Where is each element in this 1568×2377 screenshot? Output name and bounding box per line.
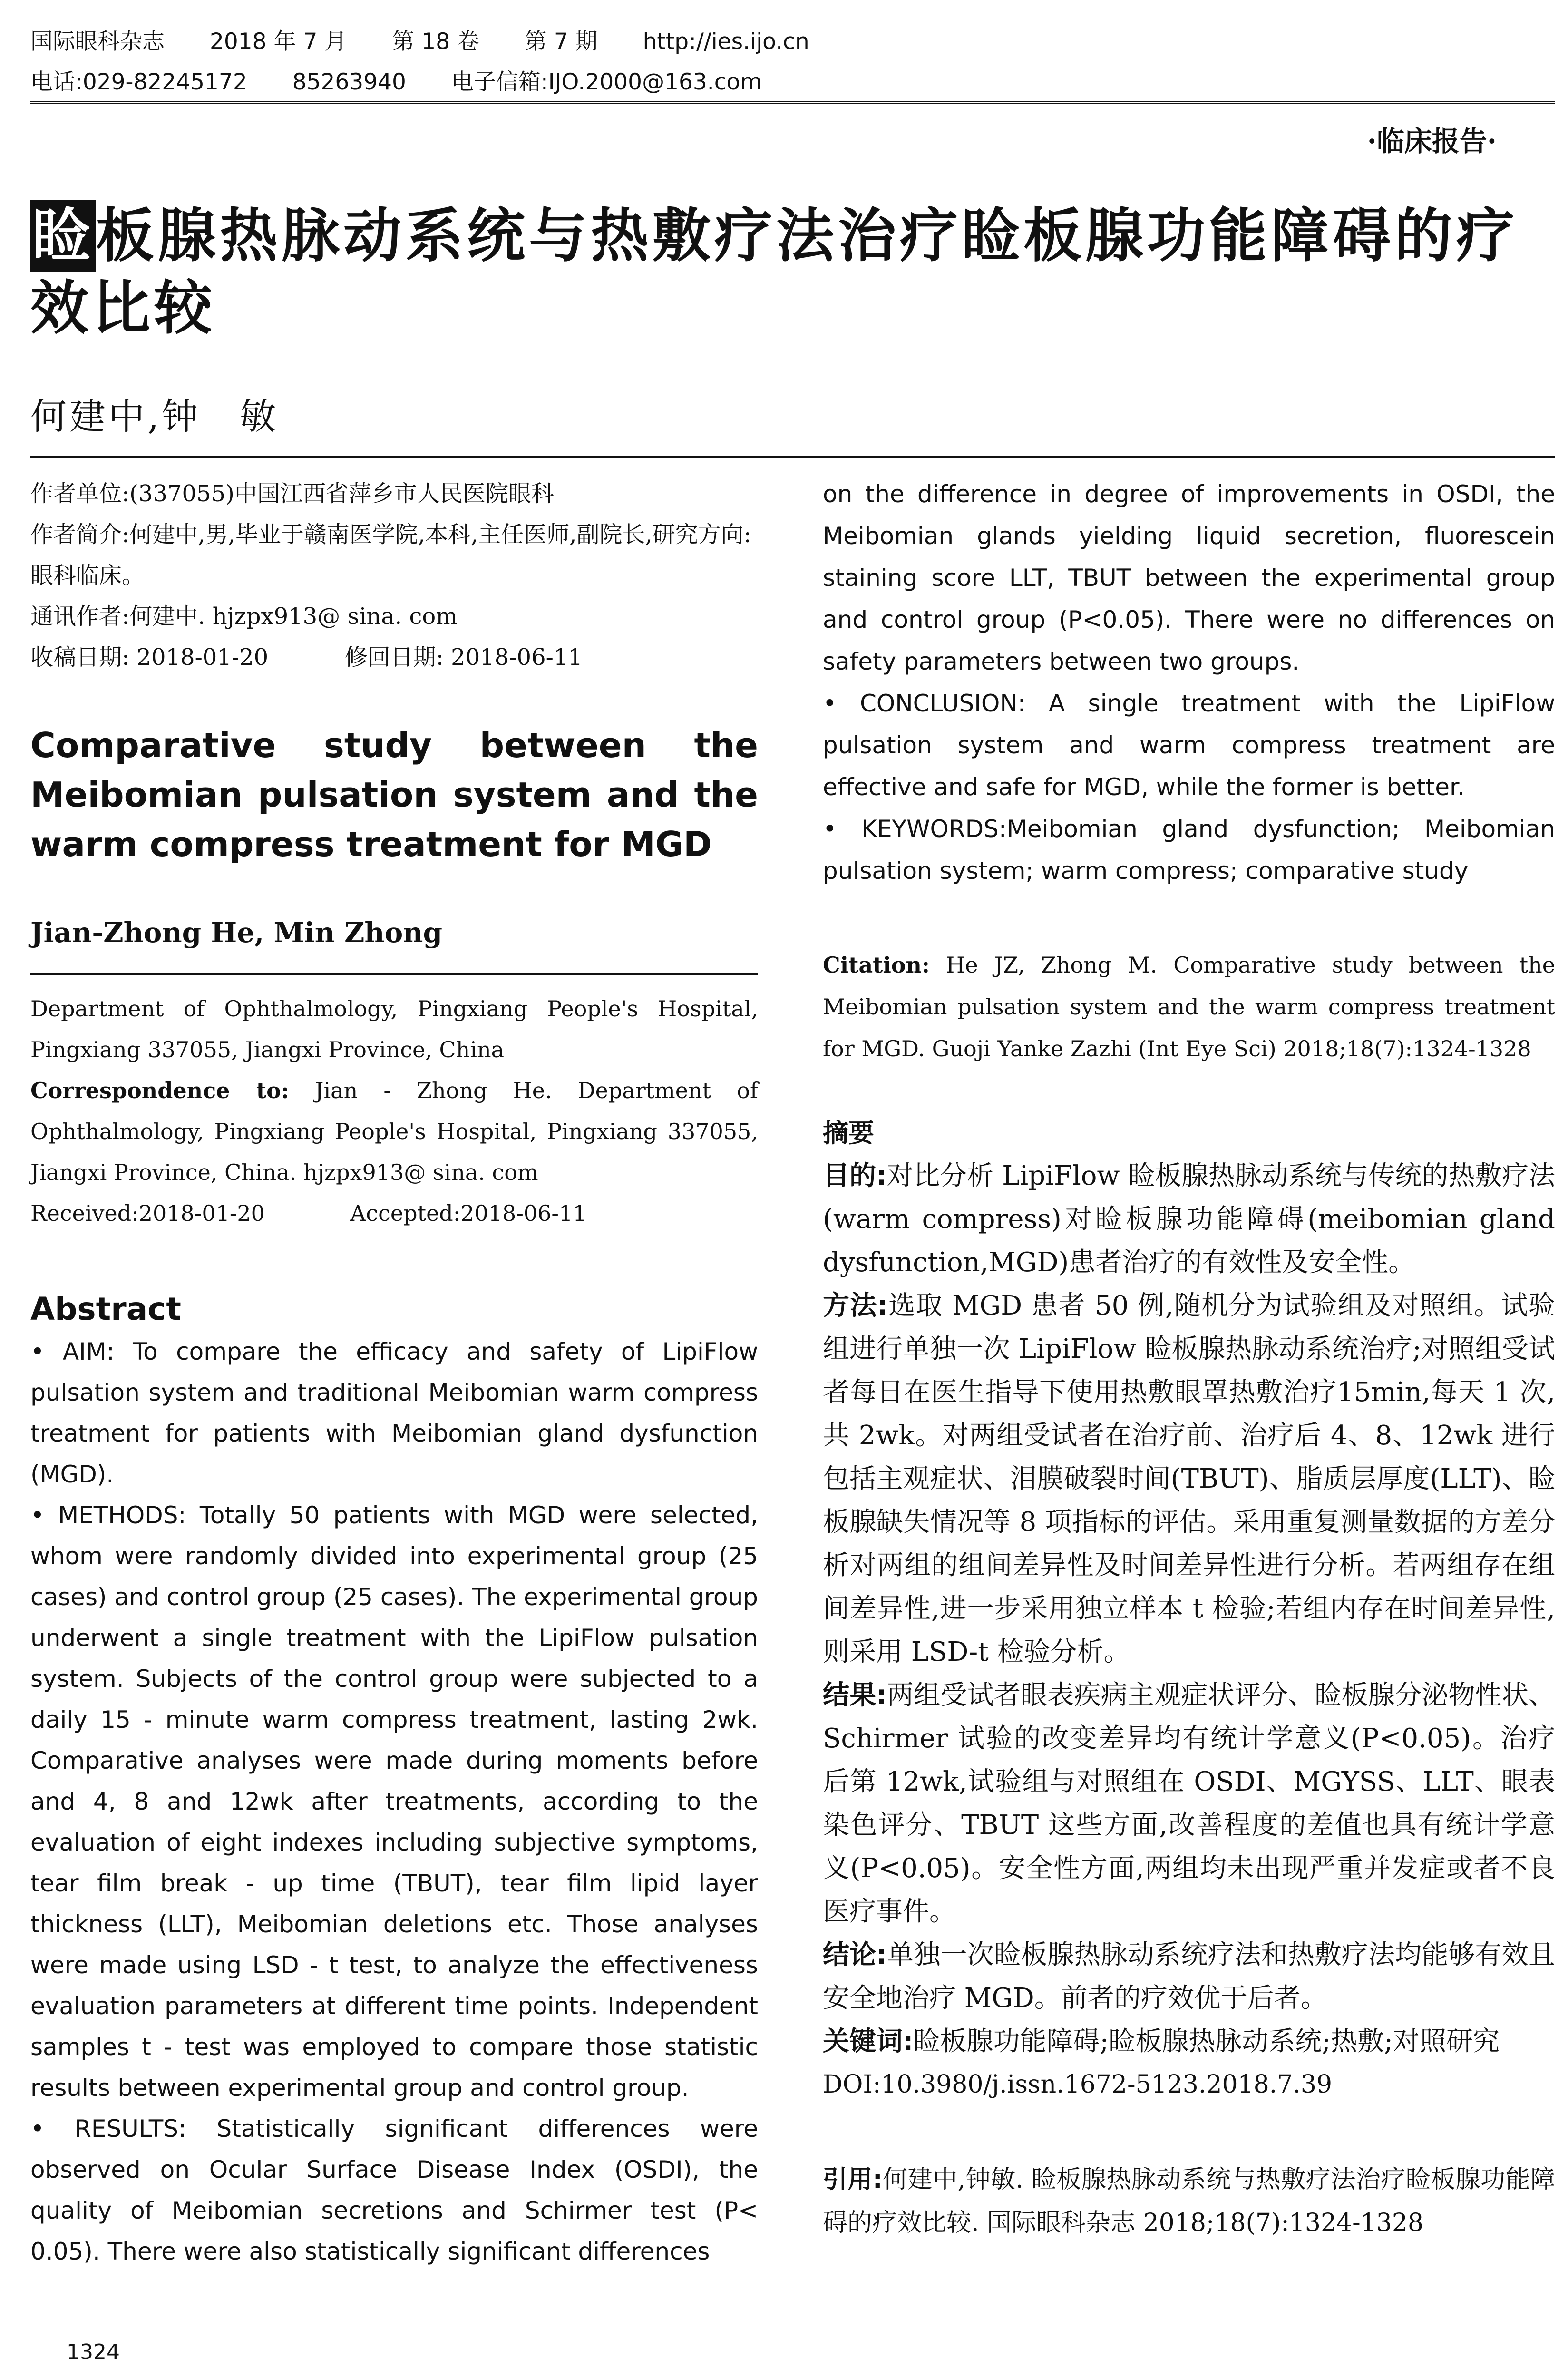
accepted-date-en: Accepted:2018-06-11 [350,1200,587,1226]
cn-conclusion-label: 结论: [823,1939,887,1970]
citation-text: He JZ, Zhong M. Comparative study between the Meibomian pulsation system and the warm compress treatment for MGD. Guoji Yanke Zazhi (Int Eye Sci) 2018;18(7):1324-1328 [823,952,1555,1062]
citation-cn [823,2158,1555,2245]
left-column [30,473,758,2272]
cn-methods-label: 方法: [823,1290,888,1321]
correspondence-en [30,1070,758,1193]
authors-divider [30,973,758,975]
journal-url[interactable]: http://ies.ijo.cn [643,29,809,55]
cn-keywords-label: 关键词: [823,2026,914,2057]
received-date-en: Received:2018-01-20 [30,1200,265,1226]
cn-conclusion [823,1933,1555,2020]
abstract-results-continued: on the difference in degree of improvements in OSDI, the Meibomian glands yielding liquid secretion, fluorescein staining score LLT, TBUT between the experimental group and control group (P<0.05). There were no differences on safety parameters between two groups. [823,480,1555,675]
issue-date: 2018 年 7 月 [209,29,347,55]
revised-date-cn: 修回日期: 2018-06-11 [344,644,583,671]
cn-citation-label: 引用: [823,2165,883,2194]
abstract-conclusion: • CONCLUSION: A single treatment with the LipiFlow pulsation system and warm compress treatment are effective and safe for MGD, while the former is better. [823,690,1555,801]
cn-abstract-heading: 摘要 [823,1118,874,1148]
title-divider [30,456,1555,458]
abstract-heading: Abstract [30,1291,181,1327]
citation-label: Citation: [823,952,930,978]
cn-aim [823,1154,1555,1284]
journal-header-line1 [30,24,847,56]
header-divider [30,101,1555,104]
cn-keywords-text: 睑板腺功能障碍;睑板腺热脉动系统;热敷;对照研究 [913,2026,1500,2057]
abstract-keywords: • KEYWORDS:Meibomian gland dysfunction; Meibomian pulsation system; warm compress; comparative study [823,815,1555,885]
doi[interactable]: DOI:10.3980/j.issn.1672-5123.2018.7.39 [823,2070,1333,2099]
cn-results-text: 两组受试者眼表疾病主观症状评分、睑板腺分泌物性状、Schirmer 试验的改变差异均有统计学意义(P<0.05)。治疗后第 12wk,试验组与对照组在 OSDI、MGYSS、LLT、眼表染色评分、TBUT 这些方面,改善程度的差值也具有统计学意义(P<0.05)。安全性方面,两组均未出现严重并发症或者不良医疗事件。 [823,1680,1555,1927]
english-authors: Jian-Zhong He, Min Zhong [30,916,443,949]
article-title [30,200,1552,344]
authors-chinese: 何建中,钟 敏 [30,395,279,438]
journal-phone: 电话:029-82245172 [30,69,247,95]
journal-name: 国际眼科杂志 [30,29,165,55]
author-bio-cn: 作者简介:何建中,男,毕业于赣南医学院,本科,主任医师,副院长,研究方向:眼科临床。 [30,521,751,589]
cn-conclusion-text: 单独一次睑板腺热脉动系统疗法和热敷疗法均能够有效且安全地治疗 MGD。前者的疗效优于后者。 [823,1939,1555,2014]
correspondence-text: Jian - Zhong He. Department of Ophthalmology, Pingxiang People's Hospital, Pingxiang 337055, Jiangxi Province, China. hjzpx913@ sina. com [30,1078,759,1185]
right-column [823,473,1555,2245]
cn-results [823,1674,1555,1933]
cn-methods-text: 选取 MGD 患者 50 例,随机分为试验组及对照组。试验组进行单独一次 LipiFlow 睑板腺热脉动系统治疗;对照组受试者每日在医生指导下使用热敷眼罩热敷治疗15min,每天 1 次,共 2wk。对两组受试者在治疗前、治疗后 4、8、12wk 进行包括主观症状、泪膜破裂时间(TBUT)、脂质层厚度(LLT)、睑板腺缺失情况等 8 项指标的评估。采用重复测量数据的方差分析对两组的组间差异性及时间差异性进行分析。若两组存在组间差异性,进一步采用独立样本 t 检验;若组内存在时间差异性,则采用 LSD-t 检验分析。 [823,1290,1556,1667]
volume-number: 第 18 卷 [392,29,479,55]
cn-methods [823,1284,1555,1674]
citation-en [823,944,1555,1070]
abstract-results-start: • RESULTS: Statistically significant differences were observed on Ocular Surface Disease Index (OSDI), the quality of Meibomian secretions and Schirmer test (P< 0.05). There were also statistically significant differences [30,2115,758,2265]
received-date-cn: 收稿日期: 2018-01-20 [30,644,269,671]
english-title: Comparative study between the Meibomian pulsation system and the warm compress treatment for MGD [30,725,758,864]
cn-aim-label: 目的: [823,1160,887,1191]
department-en: Department of Ophthalmology, Pingxiang People's Hospital, Pingxiang 337055, Jiangxi Province, China [30,996,758,1062]
affiliation-cn: 作者单位:(337055)中国江西省萍乡市人民医院眼科 [30,480,554,507]
cn-keywords [823,2020,1555,2063]
dates-cn [30,637,758,678]
cn-results-label: 结果: [823,1680,887,1711]
abstract-aim: • AIM: To compare the efficacy and safety of LipiFlow pulsation system and traditional Meibomian warm compress treatment for patients with Meibomian gland dysfunction (MGD). [30,1338,758,1488]
title-text: 板腺热脉动系统与热敷疗法治疗睑板腺功能障碍的疗效比较 [30,202,1518,342]
correspondence-cn: 通讯作者:何建中. hjzpx913@ sina. com [30,603,458,630]
journal-email[interactable]: 电子信箱:IJO.2000@163.com [451,69,762,95]
section-label: ·临床报告· [1367,125,1497,157]
correspondence-label: Correspondence to: [30,1078,289,1103]
journal-phone-2: 85263940 [292,69,406,95]
page-number: 1324 [67,2340,120,2364]
dates-en [30,1193,758,1234]
abstract-methods: • METHODS: Totally 50 patients with MGD were selected, whom were randomly divided into experimental group (25 cases) and control group (25 cases). The experimental group underwent a single treatment with the LipiFlow pulsation system. Subjects of the control group were subjected to a daily 15 - minute warm compress treatment, lasting 2wk. Comparative analyses were made during moments before and 4, 8 and 12wk after treatments, according to the evaluation of eight indexes including subjective symptoms, tear film break - up time (TBUT), tear film lipid layer thickness (LLT), Meibomian deletions etc. Those analyses were made using LSD - t test, to analyze the effectiveness evaluation parameters at different time points. Independent samples t - test was employed to compare those statistic results between experimental group and control group. [30,1501,758,2102]
issue-number: 第 7 期 [524,29,598,55]
title-initial: 睑 [30,200,96,272]
journal-header-line2 [30,64,800,96]
cn-citation-text: 何建中,钟敏. 睑板腺热脉动系统与热敷疗法治疗睑板腺功能障碍的疗效比较. 国际眼科杂志 2018;18(7):1324-1328 [823,2165,1555,2237]
cn-aim-text: 对比分析 LipiFlow 睑板腺热脉动系统与传统的热敷疗法(warm compress)对睑板腺功能障碍(meibomian gland dysfunction,MGD)患者治疗的有效性及安全性。 [823,1160,1555,1278]
